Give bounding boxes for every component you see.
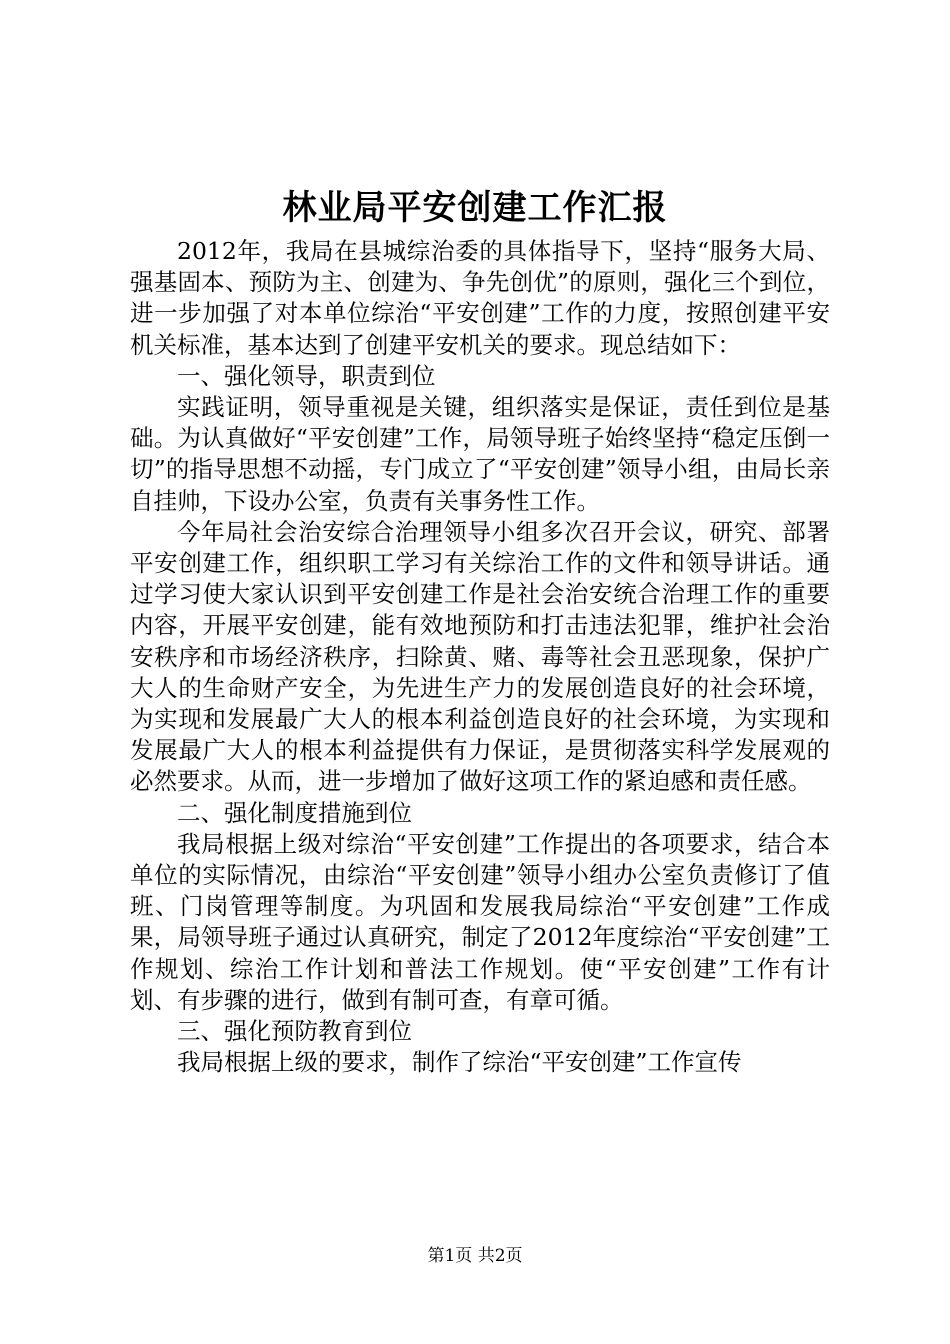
page-number-footer: 第1页 共2页 <box>427 1246 523 1266</box>
document-title: 林业局平安创建工作汇报 <box>282 188 668 228</box>
section-heading-1: 一、强化领导，职责到位 <box>177 361 436 390</box>
paragraph-prevention: 我局根据上级的要求，制作了综治“平安创建”工作宣传 <box>177 1048 742 1077</box>
document-body <box>130 236 830 1078</box>
paragraph-meetings: 今年局社会治安综合治理领导小组多次召开会议，研究、部署平安创建工作，组织职工学习有关综治工作的文件和领导讲话。通过学习使大家认识到平安创建工作是社会治安统合治理工作的重要内容，开展平安创建，能有效地预防和打击违法犯罪，维护社会治安秩序和市场经济秩序，扫除黄、赌、毒等社会丑恶现象，保护广大人的生命财产安全，为先进生产力的发展创造良好的社会环境，为实现和发展最广大人的根本利益创造良好的社会环境，为实现和发展最广大人的根本利益提供有力保证，是贯彻落实科学发展观的必然要求。从而，进一步增加了做好这项工作的紧迫感和责任感。 <box>130 517 830 796</box>
paragraph-leadership: 实践证明，领导重视是关键，组织落实是保证，责任到位是基础。为认真做好“平安创建”工作，局领导班子始终坚持“稳定压倒一切”的指导思想不动摇，专门成立了“平安创建”领导小组，由局长亲自挂帅，下设办公室，负责有关事务性工作。 <box>130 393 830 515</box>
paragraph-intro: 2012年，我局在县城综治委的具体指导下，坚持“服务大局、强基固本、预防为主、创建为、争先创优”的原则，强化三个到位，进一步加强了对本单位综治“平安创建”工作的力度，按照创建平安机关标准，基本达到了创建平安机关的要求。现总结如下： <box>130 237 830 359</box>
section-heading-3: 三、强化预防教育到位 <box>177 1017 412 1046</box>
section-heading-2: 二、强化制度措施到位 <box>177 798 412 827</box>
paragraph-systems: 我局根据上级对综治“平安创建”工作提出的各项要求，结合本单位的实际情况，由综治“平安创建”领导小组办公室负责修订了值班、门岗管理等制度。为巩固和发展我局综治“平安创建”工作成果，局领导班子通过认真研究，制定了2012年度综治“平安创建”工作规划、综治工作计划和普法工作规划。使“平安创建”工作有计划、有步骤的进行，做到有制可查，有章可循。 <box>130 829 830 1014</box>
